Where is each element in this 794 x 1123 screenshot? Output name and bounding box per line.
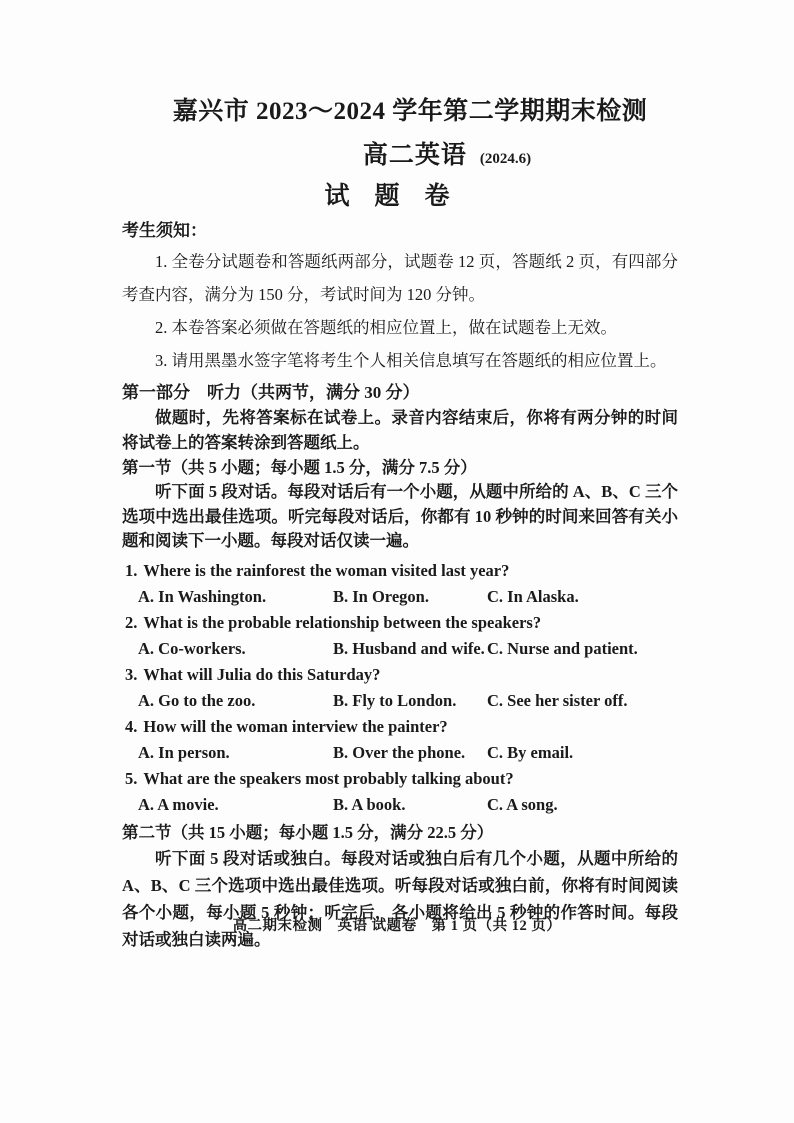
page-footer: 高二期末检测 英语 试题卷 第 1 页（共 12 页） <box>232 918 562 934</box>
option-b: B. Fly to London. <box>333 690 457 710</box>
option-c: C. By email. <box>487 742 574 762</box>
option-c: C. A song. <box>487 794 558 814</box>
question-3 <box>122 664 678 685</box>
page-content <box>122 0 678 953</box>
section1-heading: 第一节（共 5 小题；每小题 1.5 分，满分 7.5 分） <box>122 458 477 477</box>
question-list <box>122 560 678 815</box>
section2-heading: 第二节（共 15 小题；每小题 1.5 分，满分 22.5 分） <box>122 822 494 842</box>
question-2 <box>122 612 678 633</box>
option-a: A. Co-workers. <box>138 638 246 658</box>
question-3-options <box>122 690 678 711</box>
option-c: C. See her sister off. <box>487 690 628 710</box>
question-text: Where is the rainforest the woman visited last year? <box>143 560 510 580</box>
option-a: A. A movie. <box>138 794 219 814</box>
option-a: A. Go to the zoo. <box>138 690 256 710</box>
question-number: 4. <box>125 716 138 736</box>
notice-item-3: 3. 请用黑墨水签字笔将考生个人相关信息填写在答题纸的相应位置上。 <box>155 351 667 370</box>
question-5 <box>122 768 678 789</box>
section1-intro: 听下面 5 段对话。每段对话后有一个小题，从题中所给的 A、B、C 三个选项中选出最佳选项。听完每段对话后，你都有 10 秒钟的时间来回答有关小题和阅读下一小题。每段对话仅读一遍。 <box>122 482 678 550</box>
exam-title: 嘉兴市 2023～2024 学年第二学期期末检测 <box>172 98 648 125</box>
exam-date: (2024.6) <box>479 151 532 167</box>
option-b: B. A book. <box>333 794 406 814</box>
part1-heading: 第一部分 听力（共两节，满分 30 分） <box>122 383 420 402</box>
question-number: 5. <box>125 768 138 788</box>
question-1 <box>122 560 678 581</box>
paper-type-title: 试 题 卷 <box>324 183 450 210</box>
option-b: B. In Oregon. <box>333 586 429 606</box>
notice-item-1: 1. 全卷分试题卷和答题纸两部分，试题卷 12 页，答题纸 2 页，有四部分考查内容，满分为 150 分，考试时间为 120 分钟。 <box>122 252 678 304</box>
section2-intro: 听下面 5 段对话或独白。每段对话或独白后有几个小题，从题中所给的 A、B、C 三个选项中选出最佳选项。听每段对话或独白前，你将有时间阅读各个小题，每小题 5 秒钟；听完后，各小题将给出 5 秒钟的作答时间。每段对话或独白读两遍。 <box>122 848 678 949</box>
question-4 <box>122 716 678 737</box>
option-b: B. Husband and wife. <box>333 638 485 658</box>
question-4-options <box>122 742 678 763</box>
question-number: 1. <box>125 560 138 580</box>
subject-title: 高二英语 <box>362 142 467 169</box>
exam-subtitle-row <box>169 141 725 174</box>
option-b: B. Over the phone. <box>333 742 466 762</box>
question-text: How will the woman interview the painter? <box>143 716 448 736</box>
question-number: 2. <box>125 612 138 632</box>
question-2-options <box>122 638 678 659</box>
question-text: What are the speakers most probably talking about? <box>143 768 514 788</box>
option-a: A. In Washington. <box>138 586 267 606</box>
notice-heading: 考生须知： <box>122 221 207 240</box>
question-text: What is the probable relationship between the speakers? <box>143 612 542 632</box>
question-5-options <box>122 794 678 815</box>
option-c: C. Nurse and patient. <box>487 638 638 658</box>
part1-intro: 做题时，先将答案标在试卷上。录音内容结束后，你将有两分钟的时间将试卷上的答案转涂到答题纸上。 <box>122 408 678 452</box>
option-a: A. In person. <box>138 742 230 762</box>
question-number: 3. <box>125 664 138 684</box>
question-1-options <box>122 586 678 607</box>
option-c: C. In Alaska. <box>487 586 579 606</box>
question-text: What will Julia do this Saturday? <box>143 664 381 684</box>
notice-item-2: 2. 本卷答案必须做在答题纸的相应位置上，做在试题卷上无效。 <box>155 318 617 337</box>
